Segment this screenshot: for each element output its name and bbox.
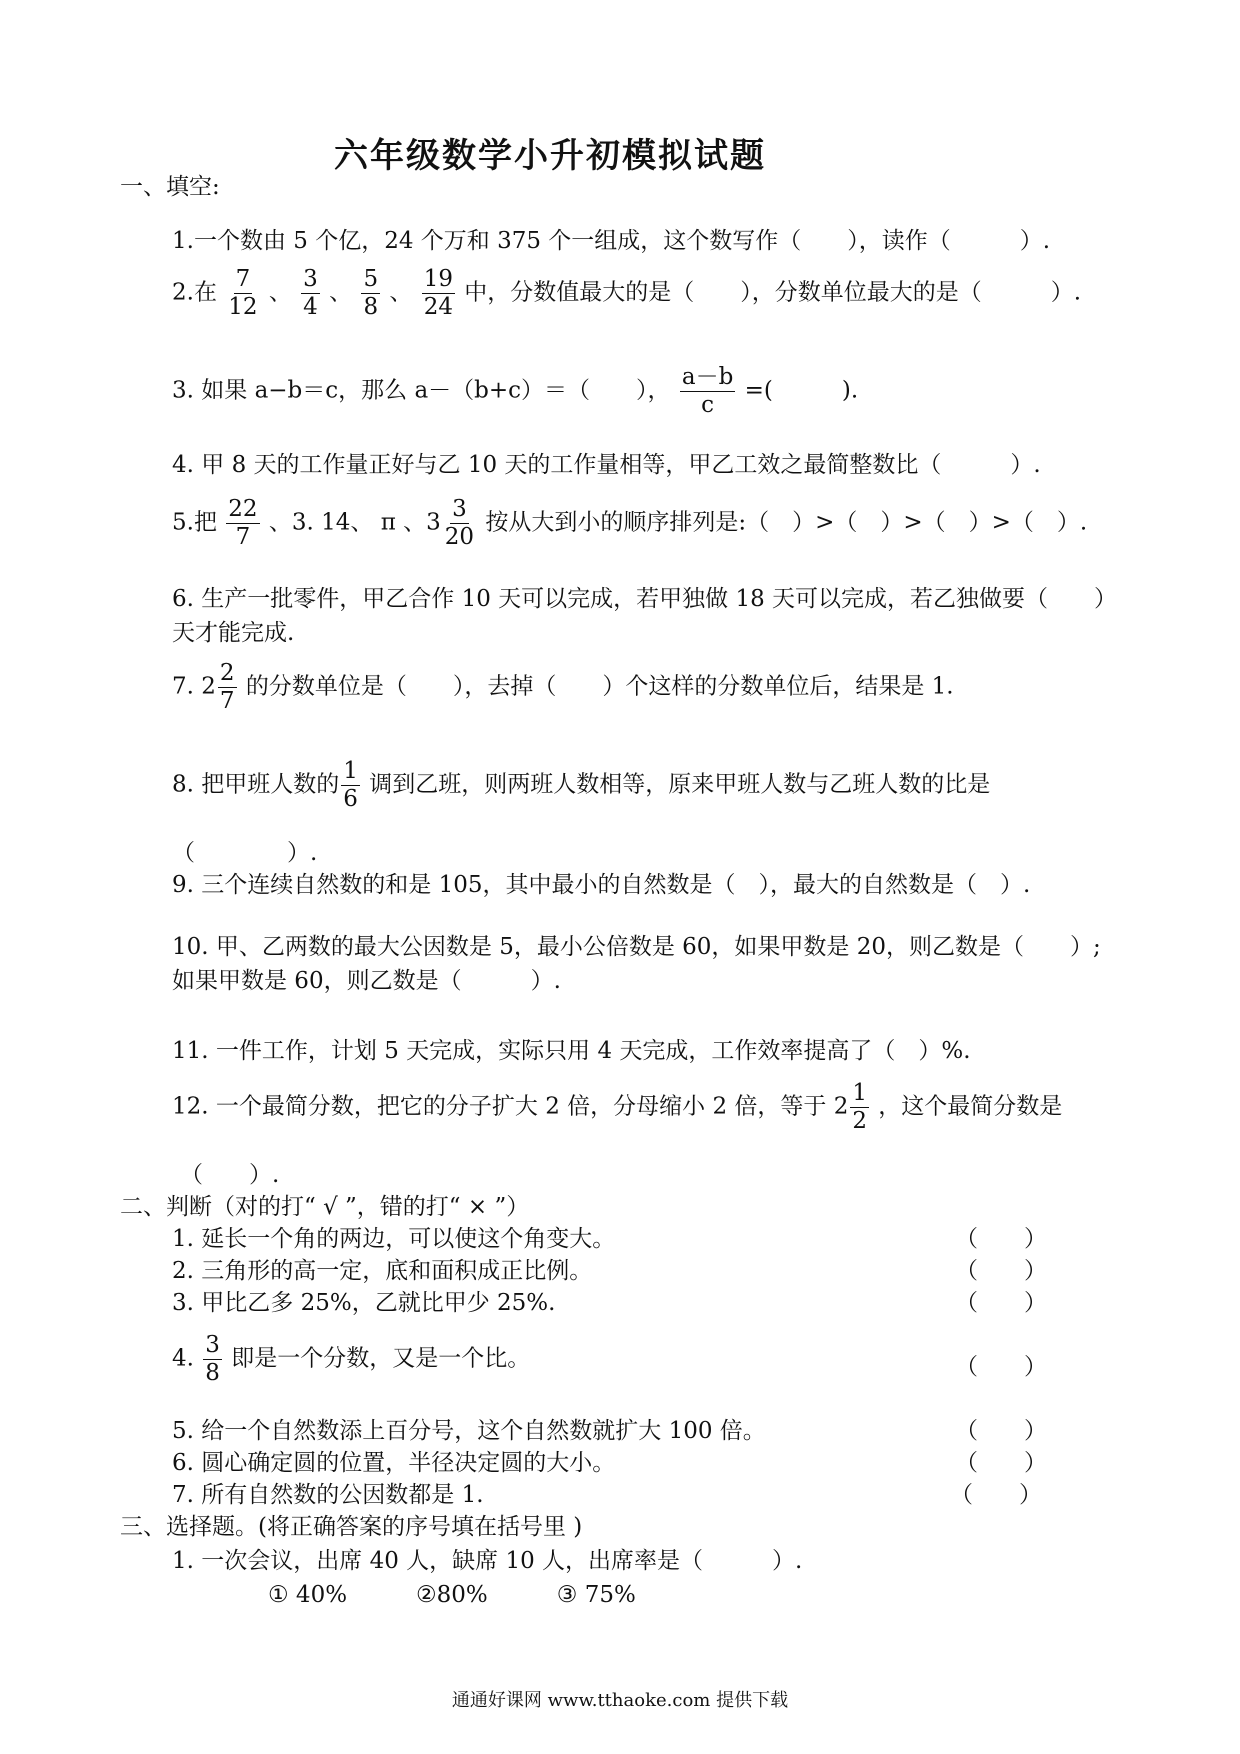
section-2-heading: 二、判断（对的打“ √ ”，错的打“ × ”） <box>120 1194 530 1220</box>
question-1-8-cont: （ ）. <box>172 840 318 866</box>
choice-options: ① 40% ②80% ③ 75% <box>268 1582 636 1608</box>
answer-paren[interactable]: （ ） <box>955 1450 1047 1476</box>
judge-item-7: 7. 所有自然数的公因数都是 1. <box>172 1482 484 1508</box>
question-1-9: 9. 三个连续自然数的和是 105，其中最小的自然数是（ ），最大的自然数是（ ）. <box>172 872 1031 898</box>
judge-item-6: 6. 圆心确定圆的位置，半径决定圆的大小。 <box>172 1450 616 1476</box>
answer-paren[interactable]: （ ） <box>955 1258 1047 1284</box>
question-1-11: 11. 一件工作，计划 5 天完成，实际只用 4 天完成，工作效率提高了（ ）%. <box>172 1038 971 1064</box>
question-1-4: 4. 甲 8 天的工作量正好与乙 10 天的工作量相等，甲乙工效之最简整数比（ ）. <box>172 452 1041 478</box>
fraction: $\frac{19}{24}$ <box>423 266 453 320</box>
fraction: $\frac{7}{12}$ <box>228 266 258 320</box>
answer-paren[interactable]: （ ） <box>950 1482 1042 1508</box>
judge-item-5: 5. 给一个自然数添上百分号，这个自然数就扩大 100 倍。 <box>172 1418 766 1444</box>
fraction: $\frac{22}{7}$ <box>228 496 258 550</box>
fraction: $\frac{3}{20}$ <box>444 496 475 550</box>
question-1-6-cont: 天才能完成. <box>172 620 295 646</box>
judge-item-3: 3. 甲比乙多 25%，乙就比甲少 25%. <box>172 1290 556 1316</box>
answer-paren[interactable]: （ ） <box>955 1418 1047 1444</box>
question-1-2: 2.在 $\frac{7}{12}$ 、 $\frac{3}{4}$ 、 $\frac{5}{8}$ 、 $\frac{19}{24}$ 中，分数值最大的是（ ），分数单位最大的是（ ）. <box>172 266 1082 320</box>
question-1-12-cont: （ ）. <box>180 1162 280 1188</box>
section-1-heading: 一、填空: <box>120 174 220 200</box>
question-1-7: 7. 2 $\frac{2}{7}$ 的分数单位是（ ），去掉（ ）个这样的分数单位后，结果是 1. <box>172 660 954 714</box>
question-1-8: 8. 把甲班人数的 $\frac{1}{6}$ 调到乙班，则两班人数相等，原来甲班人数与乙班人数的比是 <box>172 758 991 812</box>
fraction: $\frac{3}{8}$ <box>205 1332 220 1386</box>
fraction: $\frac{1}{2}$ <box>852 1080 867 1134</box>
answer-paren[interactable]: （ ） <box>955 1226 1047 1252</box>
page-title: 六年级数学小升初模拟试题 <box>334 136 766 176</box>
answer-paren[interactable]: （ ） <box>955 1354 1047 1380</box>
question-1-10-cont: 如果甲数是 60，则乙数是（ ）. <box>172 968 561 994</box>
section-3-heading: 三、选择题。(将正确答案的序号填在括号里 ) <box>120 1514 583 1540</box>
fraction: $\frac{3}{4}$ <box>303 266 318 320</box>
judge-item-4: 4. $\frac{3}{8}$ 即是一个分数，又是一个比。 <box>172 1332 531 1386</box>
fraction: $\frac{5}{8}$ <box>363 266 379 320</box>
question-1-6: 6. 生产一批零件，甲乙合作 10 天可以完成，若甲独做 18 天可以完成，若乙独做要（ ） <box>172 586 1118 612</box>
question-1-3: 3. 如果 a−b＝c，那么 a－（b+c）＝（ ）， $\frac{a-b}{c}$ =( ). <box>172 364 859 418</box>
question-1-10: 10. 甲、乙两数的最大公因数是 5，最小公倍数是 60，如果甲数是 20，则乙数是（ ）; <box>172 934 1101 960</box>
fraction: $\frac{2}{7}$ <box>219 660 235 714</box>
judge-item-1: 1. 延长一个角的两边，可以使这个角变大。 <box>172 1226 616 1252</box>
question-1-5: 5.把 $\frac{22}{7}$ 、3. 14、 π 、3 $\frac{3}{20}$ 按从大到小的顺序排列是:（ ）>（ ）>（ ）>（ ）. <box>172 496 1088 550</box>
judge-item-2: 2. 三角形的高一定，底和面积成正比例。 <box>172 1258 593 1284</box>
fraction: $\frac{1}{6}$ <box>343 758 358 812</box>
question-1-12: 12. 一个最简分数，把它的分子扩大 2 倍，分母缩小 2 倍，等于 2 $\frac{1}{2}$ ，这个最简分数是 <box>172 1080 1063 1134</box>
answer-paren[interactable]: （ ） <box>955 1290 1047 1316</box>
question-1-1: 1.一个数由 5 个亿，24 个万和 375 个一组成，这个数写作（ ），读作（ ）. <box>172 228 1051 254</box>
choice-question-1: 1. 一次会议，出席 40 人，缺席 10 人，出席率是（ ）. <box>172 1548 803 1574</box>
footer-credit: 通通好课网 www.tthaoke.com 提供下载 <box>451 1690 789 1711</box>
fraction: $\frac{a-b}{c}$ <box>681 364 734 418</box>
